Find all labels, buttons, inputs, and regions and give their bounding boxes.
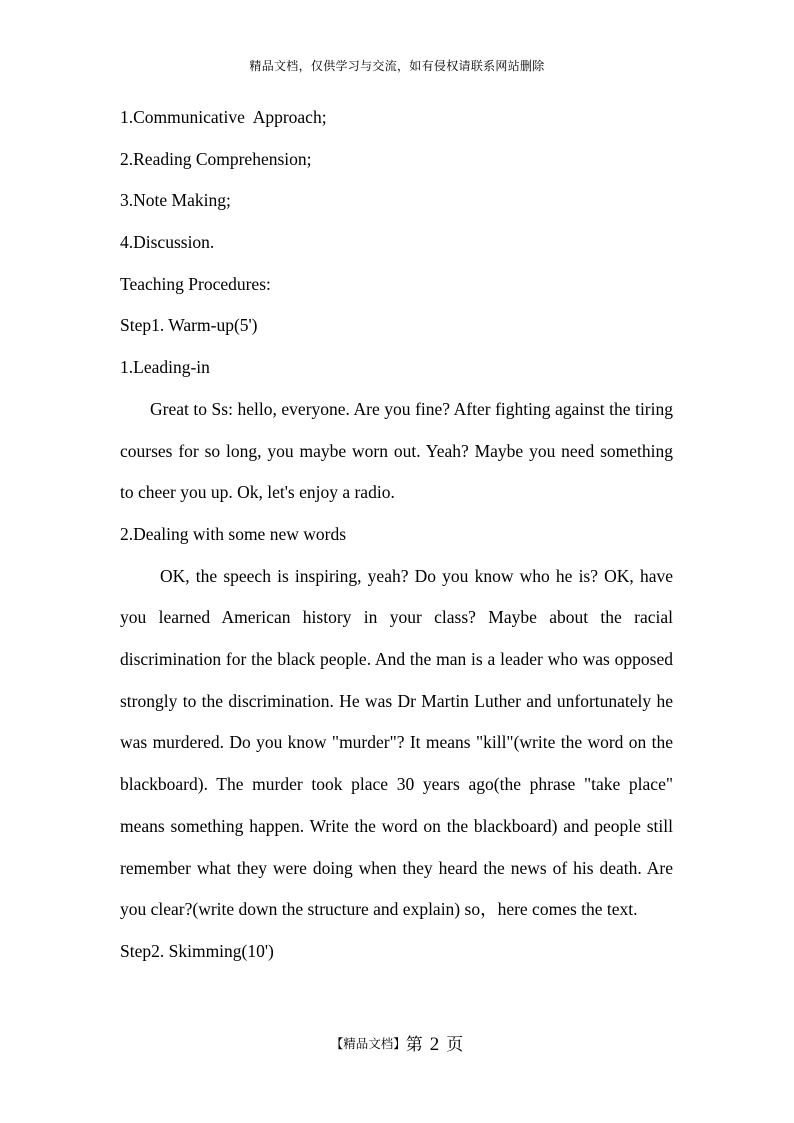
- footer-page-suffix: 页: [446, 1035, 464, 1055]
- method-item-discussion: 4.Discussion.: [120, 232, 215, 253]
- leading-in-paragraph: Great to Ss: hello, everyone. Are you fine? After fighting against the tiring courses for so long, you maybe worn out. Yeah? Maybe you need something to cheer you up. Ok, let's enjoy a radio.: [120, 398, 673, 503]
- new-words-paragraph: OK, the speech is inspiring, yeah? Do you know who he is? OK, have you learned American history in your class? Maybe about the racial discrimination for the black people. And the man is a leader who was opposed strongly to the discrimination. He was Dr Martin Luther and unfortunately he was murdered. Do you know "murder"? It means "kill"(write the word on the blackboard). The murder took place 30 years ago(the phrase "take place" means something happen. Write the word on the blackboard) and people still remember what they were doing when they heard the news of his death. Are you clear?(write down the structure and explain) so，here comes the text.: [120, 565, 673, 920]
- footer-tag: 【精品文档】: [330, 1036, 406, 1051]
- new-words-heading: 2.Dealing with some new words: [120, 523, 347, 544]
- procedures-heading: Teaching Procedures:: [120, 273, 271, 294]
- method-item-note-making: 3.Note Making;: [120, 190, 231, 211]
- method-item-communicative: 1.Communicative Approach;: [120, 107, 327, 127]
- leading-in-heading: 1.Leading-in: [120, 357, 210, 378]
- step1-heading: Step1. Warm-up(5'): [120, 315, 258, 336]
- method-item-reading: 2.Reading Comprehension;: [120, 148, 312, 169]
- footer-page-prefix: 第: [405, 1035, 423, 1055]
- footer-page-number: 2: [429, 1034, 440, 1055]
- page-footer: [0, 1031, 794, 1058]
- document-body: [120, 97, 673, 973]
- step2-heading: Step2. Skimming(10'): [120, 940, 274, 961]
- page-header-notice: 精品文档，仅供学习与交流，如有侵权请联系网站删除: [249, 59, 545, 73]
